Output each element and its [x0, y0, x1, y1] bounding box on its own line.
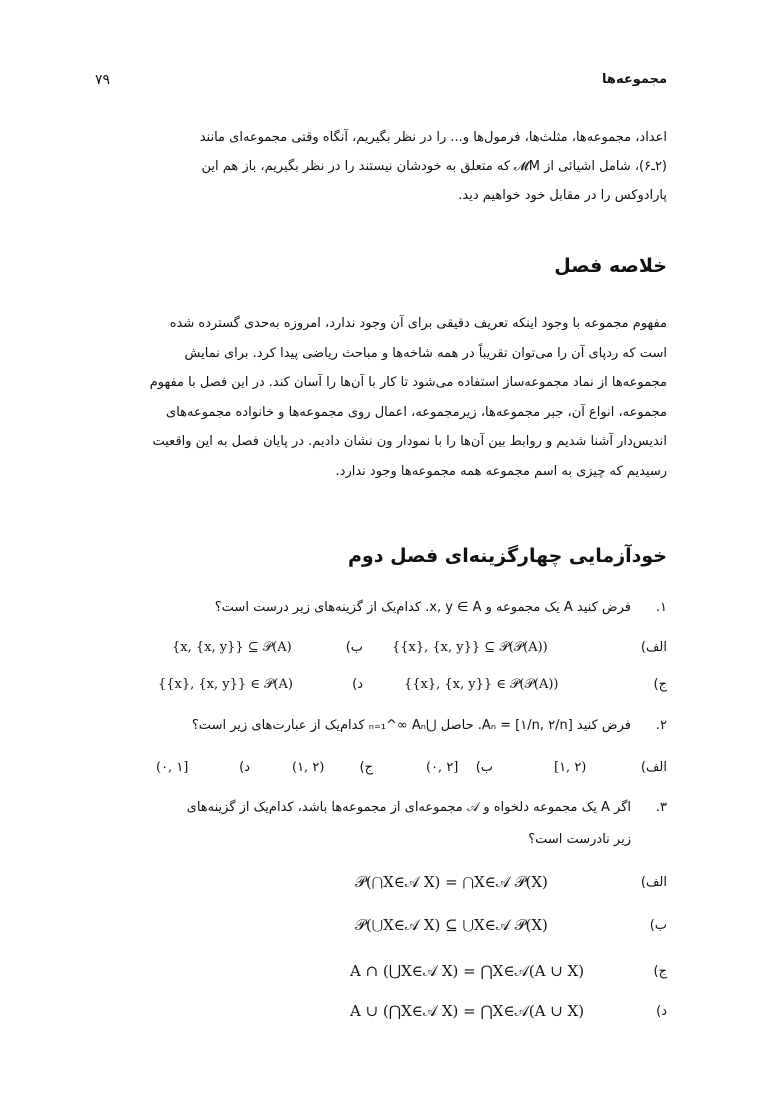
quiz-heading: خودآزمایی چهارگزینه‌ای فصل دوم: [347, 545, 667, 567]
question-1: [95, 600, 667, 624]
chapter-title: مجموعه‌ها: [602, 72, 667, 87]
option-label: ب): [649, 918, 667, 933]
summary-line: است که ردپای آن را می‌توان تقریباً در همه شاخه‌ها و مباحث ریاضی پیدا کرد. برای نمایش: [184, 345, 667, 361]
option-expr: (۰, ۲]: [426, 760, 459, 775]
summary-line: مجموعه‌ها از نماد مجموعه‌ساز استفاده می‌شود تا کار با آن‌ها را آسان کند. در این فصل با مفهوم: [149, 375, 667, 390]
option-expr: A ∩ (⋃X∈𝒜 X) = ⋂X∈𝒜(A ∪ X): [350, 962, 585, 980]
option-label: د): [656, 1004, 667, 1019]
option-expr: (۰, ۱]: [156, 760, 189, 775]
running-header: [95, 72, 667, 94]
question-number: ۳.: [655, 800, 667, 815]
intro-line: پارادوکس را در مقابل خود خواهیم دید.: [458, 188, 667, 203]
question-3-continued: [95, 832, 667, 856]
option-expr: {{x}, {x, y}} ∈ 𝒫(A): [158, 677, 293, 692]
option-label: ج): [653, 964, 667, 979]
option-label: ج): [653, 677, 667, 692]
summary-line: مفهوم مجموعه با وجود اینکه تعریف دقیقی برای آن وجود ندارد، امروزه به‌حدی گسترده شده: [169, 316, 667, 331]
question-3: [95, 800, 667, 824]
question-text: فرض کنید A یک مجموعه و x, y ∈ A. کدام‌یک از گزینه‌های زیر درست است؟: [214, 600, 631, 615]
question-2: [95, 718, 667, 742]
option-expr: {{x}, {x, y}} ∈ 𝒫(𝒫(A)): [404, 677, 559, 692]
summary-paragraph: [95, 309, 667, 486]
option-label: د): [239, 760, 250, 775]
summary-heading: خلاصه فصل: [554, 255, 667, 277]
intro-line: (۲ـ۶)، شامل اشیائی از 𝓜M که متعلق به خودشان نیستند را در نظر بگیریم، باز هم این: [201, 159, 667, 174]
summary-line: اندیس‌دار آشنا شدیم و روابط بین آن‌ها را با نمودار ون نشان دادیم. در پایان فصل به این واقعیت: [152, 434, 667, 449]
question-text: فرض کنید Aₙ = [۱/n, ۲/n]. حاصل ⋃ₙ₌₁^∞ Aₙ کدام‌یک از عبارت‌های زیر است؟: [191, 718, 631, 733]
option-expr: [۱, ۲): [554, 760, 587, 775]
option-label: الف): [640, 760, 667, 775]
option-expr: A ∪ (⋂X∈𝒜 X) = ⋂X∈𝒜(A ∪ X): [350, 1002, 585, 1020]
page-number: ۷۹: [95, 72, 111, 88]
option-label: الف): [640, 875, 667, 890]
summary-line: رسیدیم که چیزی به اسم مجموعه همه مجموعه‌ها وجود ندارد.: [335, 463, 667, 479]
option-label: الف): [640, 640, 667, 655]
summary-line: مجموعه، انواع آن، جبر مجموعه‌ها، زیرمجموعه، اعمال روی مجموعه‌ها و خانواده مجموعه‌های: [166, 404, 667, 420]
question-text: اگر A یک مجموعه دلخواه و 𝒜 مجموعه‌ای از مجموعه‌ها باشد، کدام‌یک از گزینه‌های: [186, 800, 631, 815]
option-expr: 𝒫(⋂X∈𝒜 X) = ⋂X∈𝒜 𝒫(X): [355, 873, 548, 891]
option-label: ج): [359, 760, 373, 775]
option-label: ب): [345, 640, 363, 655]
intro-paragraph: [95, 123, 667, 210]
question-number: ۲.: [655, 718, 667, 733]
option-label: د): [352, 677, 363, 692]
option-expr: {x, {x, y}} ⊆ 𝒫(A): [172, 640, 292, 655]
option-expr: 𝒫(⋃X∈𝒜 X) ⊆ ⋃X∈𝒜 𝒫(X): [355, 916, 548, 934]
intro-line: اعداد، مجموعه‌ها، مثلث‌ها، فرمول‌ها و... را در نظر بگیریم، آنگاه وقتی مجموعه‌ای مانند: [199, 130, 667, 145]
option-expr: {{x}, {x, y}} ⊆ 𝒫(𝒫(A)): [392, 640, 548, 655]
question-number: ۱.: [655, 600, 667, 615]
option-label: ب): [475, 760, 493, 775]
question-text: زیر نادرست است؟: [528, 832, 631, 847]
option-expr: (۱, ۲): [292, 760, 325, 775]
